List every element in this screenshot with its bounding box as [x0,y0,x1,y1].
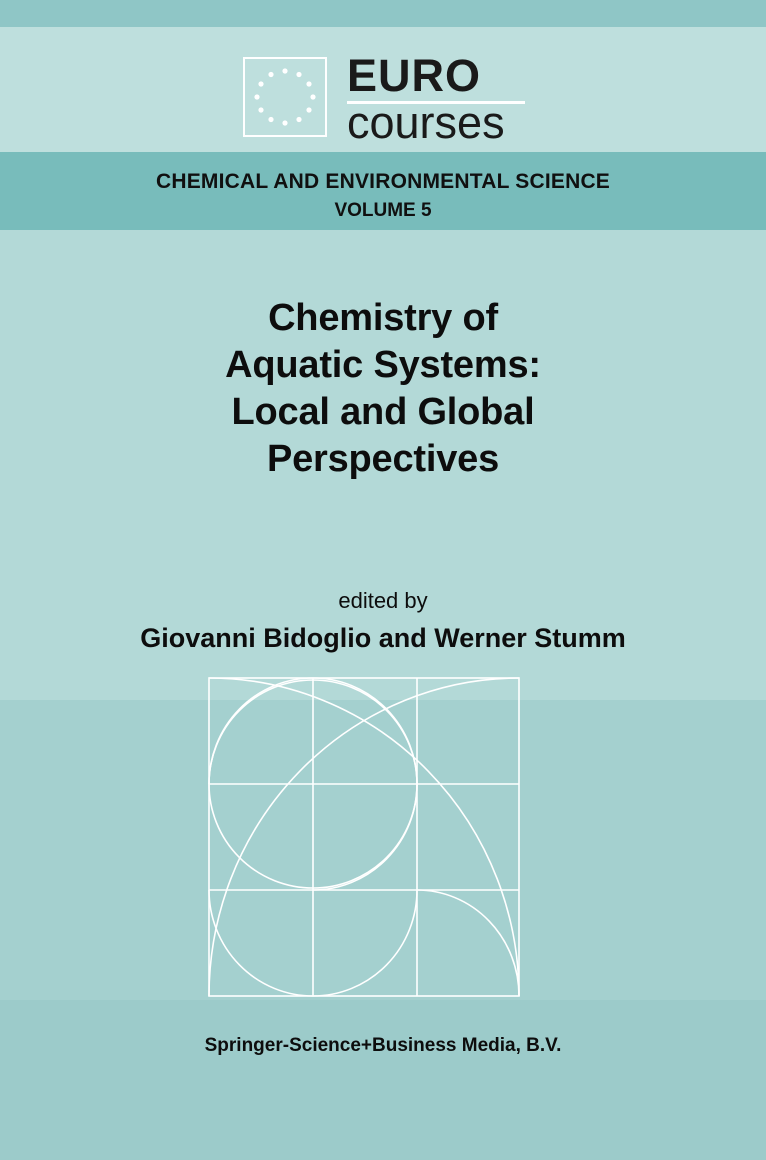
eurocourses-logo [243,50,523,148]
logo-word-courses: courses [347,97,505,148]
cover-band-top [0,0,766,27]
series-volume: VOLUME 5 [334,200,432,221]
series-name: CHEMICAL AND ENVIRONMENTAL SCIENCE [155,170,611,193]
edited-by-label: edited by [338,588,428,613]
title-line-1: Chemistry of [268,297,498,339]
cover-band-bottom [0,1000,766,1160]
title-line-3: Local and Global [231,391,535,433]
logo-word-euro: EURO [347,50,482,101]
page-title [63,295,703,483]
eu-stars-icon [243,57,327,137]
title-line-4: Perspectives [266,438,500,480]
publisher-name: Springer-Science+Business Media, B.V. [204,1035,562,1056]
geometric-artwork [207,676,529,1006]
editors-names: Giovanni Bidoglio and Werner Stumm [140,623,626,653]
title-line-2: Aquatic Systems: [225,344,541,386]
